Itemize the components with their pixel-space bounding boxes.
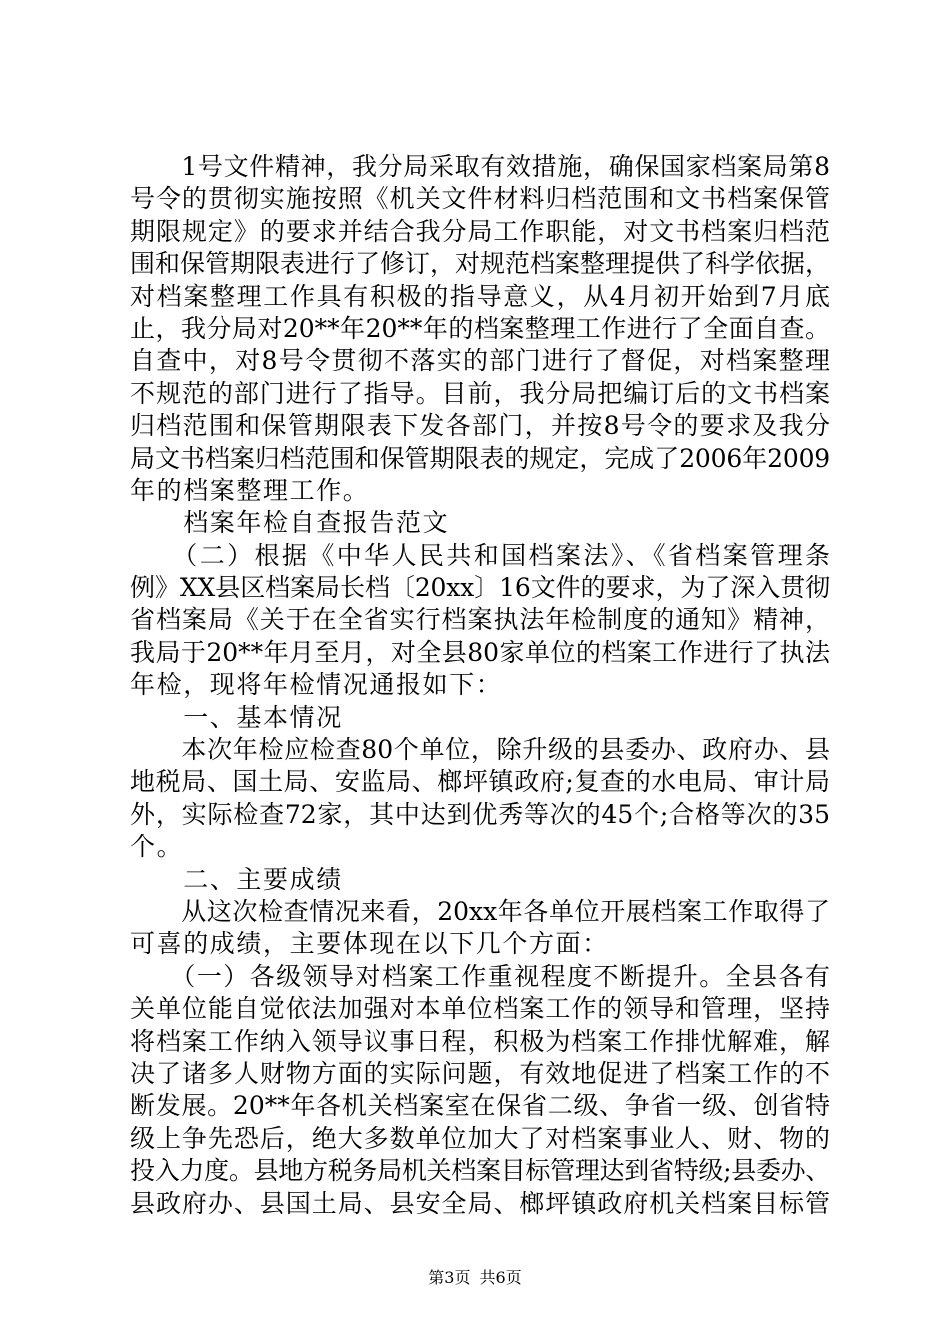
text-line: 将档案工作纳入领导议事日程，积极为档案工作排忧解难，解 — [130, 1026, 830, 1056]
text-line: 从这次检查情况来看，20xx年各单位开展档案工作取得了 — [130, 896, 830, 926]
text-line: 归档范围和保管期限表下发各部门，并按8号令的要求及我分 — [130, 411, 830, 441]
text-line: 档案年检自查报告范文 — [130, 508, 450, 538]
text-line: 我局于20**年月至月，对全县80家单位的档案工作进行了执法 — [130, 637, 830, 667]
text-line: 年检，现将年检情况通报如下： — [130, 670, 503, 700]
text-line: 止，我分局对20**年20**年的档案整理工作进行了全面自查。 — [130, 313, 830, 343]
text-line: 号令的贯彻实施按照《机关文件材料归档范围和文书档案保管 — [130, 184, 830, 214]
text-line: 断发展。20**年各机关档案室在保省二级、争省一级、创省特 — [130, 1091, 830, 1121]
page-total: 共6页 — [479, 1268, 522, 1287]
text-line: 省档案局《关于在全省实行档案执法年检制度的通知》精神， — [130, 605, 830, 635]
text-line: 外，实际检查72家，其中达到优秀等次的45个;合格等次的35 — [130, 799, 830, 829]
page-number: 第3页 — [428, 1268, 471, 1287]
text-line: 地税局、国土局、安监局、榔坪镇政府;复查的水电局、审计局 — [130, 767, 830, 797]
text-line: 级上争先恐后，绝大多数单位加大了对档案事业人、财、物的 — [130, 1123, 830, 1153]
text-line: 一、基本情况 — [130, 702, 343, 732]
text-line: 可喜的成绩，主要体现在以下几个方面： — [130, 929, 609, 959]
text-line: 自查中，对8号令贯彻不落实的部门进行了督促，对档案整理 — [130, 346, 830, 376]
text-line: 不规范的部门进行了指导。目前，我分局把编订后的文书档案 — [130, 378, 830, 408]
text-line: 决了诸多人财物方面的实际问题，有效地促进了档案工作的不 — [130, 1058, 830, 1088]
text-line: （一）各级领导对档案工作重视程度不断提升。全县各有 — [130, 961, 830, 991]
text-line: 围和保管期限表进行了修订，对规范档案整理提供了科学依据， — [130, 249, 831, 279]
text-line: 年的档案整理工作。 — [130, 475, 370, 505]
document-body — [130, 151, 830, 1220]
text-line: （二）根据《中华人民共和国档案法》、《省档案管理条 — [130, 540, 830, 570]
text-line: 例》XX县区档案局长档〔20xx〕16文件的要求，为了深入贯彻 — [130, 573, 830, 603]
text-line: 个。 — [130, 832, 184, 862]
text-line: 期限规定》的要求并结合我分局工作职能，对文书档案归档范 — [130, 216, 830, 246]
page-footer — [0, 1268, 950, 1288]
text-line: 对档案整理工作具有积极的指导意义，从4月初开始到7月底 — [130, 281, 830, 311]
text-line: 1号文件精神，我分局采取有效措施，确保国家档案局第8 — [130, 152, 830, 181]
text-line: 投入力度。县地方税务局机关档案目标管理达到省特级;县委办、 — [130, 1156, 830, 1186]
text-line: 县政府办、县国土局、县安全局、榔坪镇政府机关档案目标管 — [130, 1188, 830, 1218]
text-line: 关单位能自觉依法加强对本单位档案工作的领导和管理，坚持 — [130, 994, 830, 1024]
text-line: 局文书档案归档范围和保管期限表的规定，完成了2006年2009 — [130, 443, 830, 473]
text-line: 二、主要成绩 — [130, 864, 343, 894]
text-line: 本次年检应检查80个单位，除升级的县委办、政府办、县 — [130, 735, 830, 765]
